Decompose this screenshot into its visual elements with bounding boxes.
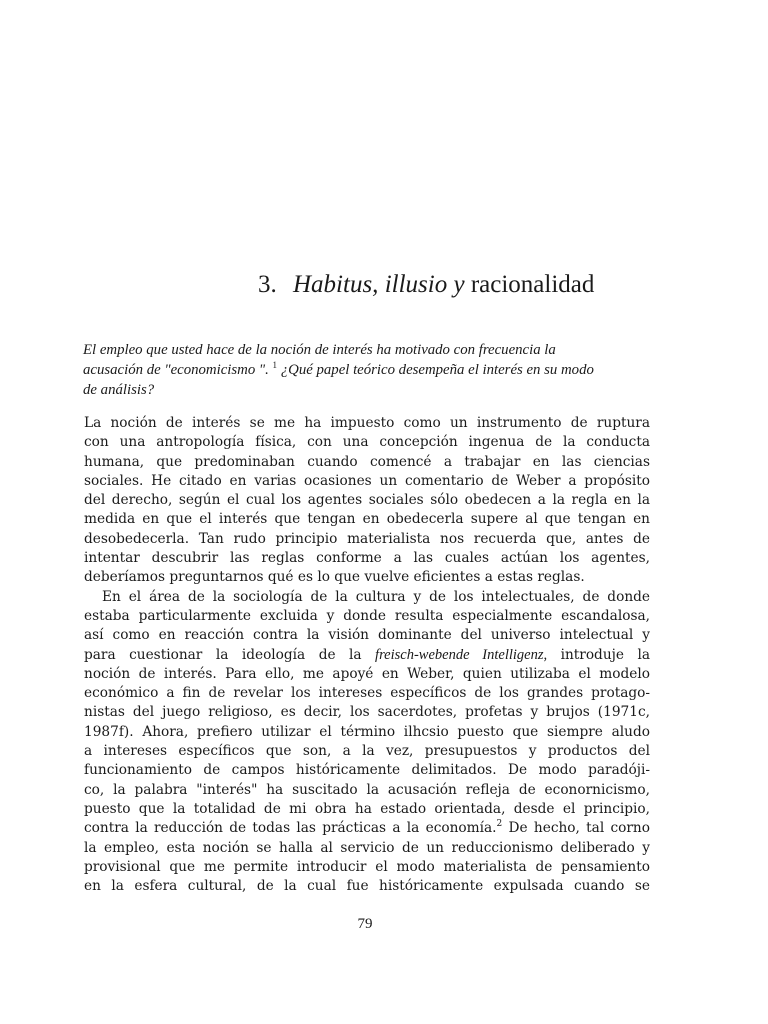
text-line: la empleo, esta noción se halla al servicio de un reduccionismo deliberado y xyxy=(84,839,650,856)
question-line: El empleo que usted hace de la noción de interés ha motivado con frecuencia la xyxy=(83,342,556,358)
text-segment: para cuestionar la ideología de la xyxy=(84,646,376,663)
title-word-illusio: illusio xyxy=(384,271,448,298)
text-line: intentar descubrir las reglas conforme a las cuales actúan los agentes, xyxy=(84,550,650,567)
question-line: de análisis? xyxy=(83,382,155,398)
paragraph-1 xyxy=(84,414,650,588)
text-line: sociales. He citado en varias ocasiones un comentario de Weber a propósito xyxy=(84,472,650,489)
text-line: económico a fin de revelar los intereses específicos de los grandes protago- xyxy=(84,685,650,702)
text-line: a intereses específicos que son, a la vez, presupuestos y productos del xyxy=(84,743,650,760)
text-line: 1987f). Ahora, prefiero utilizar el término ilhcsio puesto que siempre aludo xyxy=(84,723,650,740)
question-line xyxy=(83,360,648,380)
answer-body xyxy=(84,414,650,896)
text-line: En el área de la sociología de la cultura y de los intelectuales, de donde xyxy=(102,588,650,605)
text-line: estaba particularmente excluida y donde resulta especialmente escandalosa, xyxy=(84,607,650,624)
question-text: ¿Qué papel teórico desempeña el interés en su modo xyxy=(277,362,594,378)
text-line xyxy=(84,819,650,838)
page-number: 79 xyxy=(357,916,373,932)
german-phrase: freisch-webende Intelligenz, xyxy=(375,646,548,663)
question-text: acusación de "economicismo ". xyxy=(83,362,273,378)
interview-question xyxy=(83,340,648,400)
text-segment: introduje la xyxy=(547,646,650,663)
chapter-title xyxy=(258,268,594,302)
chapter-number: 3. xyxy=(258,271,277,298)
title-word-y: y xyxy=(453,271,465,298)
text-line: desobedecerla. Tan rudo principio materialista nos recuerda que, antes de xyxy=(84,530,650,547)
text-line: La noción de interés se me ha impuesto como un instrumento de ruptura xyxy=(84,415,650,431)
text-segment: contra la reducción de todas las prácticas a la economía. xyxy=(84,820,497,837)
title-word-racionalidad: racionalidad xyxy=(470,271,595,298)
text-line: medida en que el interés que tengan en obedecerla supere al que tengan en xyxy=(84,511,650,528)
text-line: humana, que predominaban cuando comencé a trabajar en las ciencias xyxy=(84,453,650,470)
text-line: co, la palabra "interés" ha suscitado la acusación refleja de econornicismo, xyxy=(84,781,650,798)
text-line: del derecho, según el cual los agentes sociales sólo obedecen a la regla en la xyxy=(84,492,650,509)
text-line: funcionamiento de campos históricamente delimitados. De modo paradóji- xyxy=(84,762,650,779)
footnote-ref-1[interactable]: 1 xyxy=(272,360,278,370)
text-line: puesto que la totalidad de mi obra ha estado orientada, desde el principio, xyxy=(84,800,650,817)
text-line: nistas del juego religioso, es decir, los sacerdotes, profetas y brujos (1971c, xyxy=(84,704,650,721)
text-line: así como en reacción contra la visión dominante del universo intelectual y xyxy=(84,627,650,644)
text-line: en la esfera cultural, de la cual fue históricamente expulsada cuando se xyxy=(84,878,650,895)
text-line: deberíamos preguntarnos qué es lo que vuelve eficientes a estas reglas. xyxy=(84,569,585,586)
text-line xyxy=(84,646,650,665)
text-line: noción de interés. Para ello, me apoyé en Weber, quien utilizaba el modelo xyxy=(84,665,650,682)
title-word-habitus: Habitus, xyxy=(293,271,379,298)
text-line: provisional que me permite introducir el modo materialista de pensamiento xyxy=(84,858,650,875)
text-line: con una antropología física, con una concepción ingenua de la conducta xyxy=(84,434,650,451)
paragraph-2 xyxy=(84,588,650,897)
footnote-ref-2[interactable]: 2 xyxy=(496,819,503,830)
text-segment: De hecho, tal corno xyxy=(502,820,650,837)
